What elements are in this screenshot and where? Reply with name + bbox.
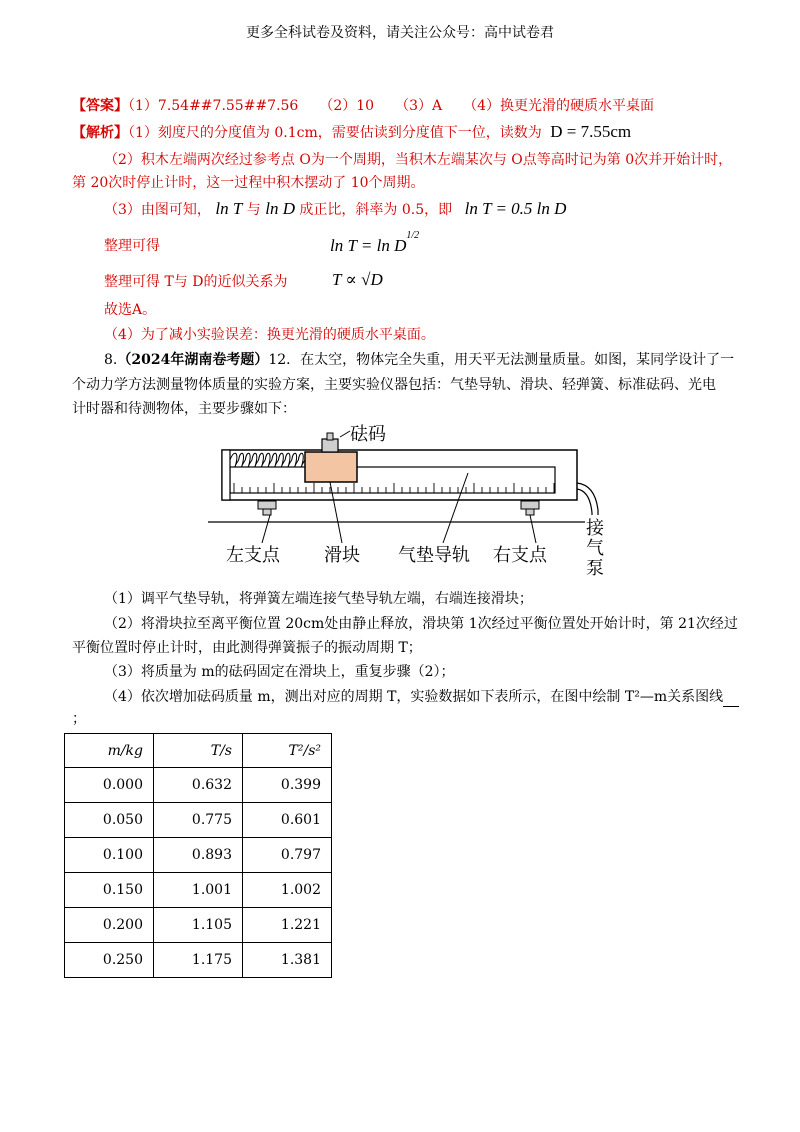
table-cell: 1.002	[243, 873, 332, 908]
table-cell: 0.601	[243, 803, 332, 838]
weight-knob	[327, 433, 333, 440]
ln-t-formula: ln T	[215, 199, 243, 218]
step-3: （3）将质量为 m的砝码固定在滑块上，重复步骤（2）；	[104, 664, 455, 680]
label-weight: 砝码	[350, 424, 386, 445]
analysis-line-3: 第 20次时停止计时，这一过程中积木摆动了 10个周期。	[72, 175, 425, 191]
rail-left-end	[222, 450, 230, 500]
slope-formula: ln T = 0.5 ln D	[464, 199, 567, 218]
table-header-period-squared: T²/s²	[243, 734, 332, 768]
table-row	[65, 943, 332, 978]
power-formula-exponent: 1/2	[406, 230, 420, 242]
step-4-text: （4）依次增加砝码质量 m，测出对应的周期 T，实验数据如下表所示，在图中绘制 T²—m关系图线	[104, 689, 724, 705]
table-cell: 0.775	[154, 803, 243, 838]
air-hose-inner	[577, 489, 592, 515]
table-cell: 0.797	[243, 838, 332, 873]
question-line-3: 计时器和待测物体，主要步骤如下：	[72, 401, 296, 417]
question-number: 8.	[104, 352, 118, 368]
left-support-top	[258, 501, 276, 509]
left-support-leader	[262, 515, 270, 543]
answer-tag: 【答案】	[72, 98, 128, 114]
table-header-period: T/s	[154, 734, 243, 768]
table-cell: 0.399	[243, 768, 332, 803]
table-row	[65, 838, 332, 873]
analysis-line-5: 整理可得	[104, 238, 160, 254]
power-formula-base: ln T = ln D	[330, 236, 407, 255]
label-rail: 气垫导轨	[398, 545, 470, 566]
right-support-leader	[530, 515, 536, 543]
answer-line	[72, 96, 654, 116]
label-pump-2: 气	[586, 538, 604, 559]
table-row	[65, 803, 332, 838]
page-header: 更多全科试卷及资料，请关注公众号：高中试卷君	[246, 25, 554, 41]
answer-blank[interactable]	[723, 692, 739, 707]
proportional-formula: T ∝ √D	[332, 270, 383, 289]
label-right-support: 右支点	[493, 545, 547, 566]
label-left-support: 左支点	[226, 545, 280, 566]
analysis-line-2: （2）积木左端两次经过参考点 O为一个周期，当积木左端某次与 O点等高时记为第 0次并开始计时，	[104, 152, 733, 168]
table-header-row	[65, 734, 332, 768]
table-cell: 1.221	[243, 908, 332, 943]
table-cell: 0.893	[154, 838, 243, 873]
weight-block	[322, 439, 338, 452]
label-pump-3: 泵	[586, 558, 604, 579]
analysis-line-4	[104, 199, 566, 220]
table-cell: 0.200	[65, 908, 154, 943]
analysis-text-1: （1）刻度尺的分度值为 0.1cm，需要估读到分度值下一位，读数为	[128, 125, 542, 141]
analysis-line-1	[72, 122, 631, 143]
step-2a: （2）将滑块拉至离平衡位置 20cm处由静止释放，滑块第 1次经过平衡位置处开始计时，第 21次经过	[104, 616, 738, 632]
ln-d-formula: ln D	[265, 199, 295, 218]
table-row	[65, 768, 332, 803]
analysis-line-8: （4）为了减小实验误差：换更光滑的硬质水平桌面。	[104, 327, 435, 343]
table-cell: 1.001	[154, 873, 243, 908]
table-header-mass: m/kg	[65, 734, 154, 768]
air-track-figure	[200, 415, 620, 585]
slider-block	[305, 452, 357, 482]
table-cell: 0.000	[65, 768, 154, 803]
question-line-2: 个动力学方法测量物体质量的实验方案，主要实验仪器包括：气垫导轨、滑块、轻弹簧、标准砝码、光电	[72, 377, 716, 393]
analysis-text-4c: 成正比，斜率为 0.5，即	[299, 202, 453, 218]
right-support-top	[521, 501, 539, 509]
right-support-leg	[526, 509, 534, 515]
power-formula	[330, 230, 420, 256]
question-source: （2024年湖南卷考题）	[117, 352, 269, 368]
air-hose	[577, 483, 598, 515]
analysis-line-6: 整理可得 T与 D的近似关系为	[104, 274, 288, 290]
table-cell: 1.175	[154, 943, 243, 978]
answer-text: （1）7.54##7.55##7.56 （2）10 （3）A （4）换更光滑的硬质水平桌面	[128, 98, 654, 114]
step-2b: 平衡位置时停止计时，由此测得弹簧振子的振动周期 T；	[72, 640, 422, 656]
data-table	[64, 733, 332, 978]
step-4	[104, 687, 739, 707]
step-4-end: ；	[72, 711, 86, 727]
analysis-line-7: 故选A。	[104, 302, 157, 318]
table-cell: 0.100	[65, 838, 154, 873]
question-line-1	[104, 350, 734, 370]
table-cell: 1.105	[154, 908, 243, 943]
weight-leader	[340, 431, 350, 437]
step-1: （1）调平气垫导轨，将弹簧左端连接气垫导轨左端，右端连接滑块；	[104, 591, 533, 607]
analysis-text-4a: （3）由图可知，	[104, 202, 211, 218]
question-text-1: 12．在太空，物体完全失重，用天平无法测量质量。如图，某同学设计了一	[268, 352, 735, 368]
table-cell: 0.250	[65, 943, 154, 978]
table-cell: 0.632	[154, 768, 243, 803]
reading-formula: D = 7.55cm	[550, 122, 632, 141]
analysis-tag: 【解析】	[72, 125, 128, 141]
label-pump-1: 接	[586, 518, 604, 539]
table-row	[65, 908, 332, 943]
table-cell: 0.050	[65, 803, 154, 838]
analysis-text-4b: 与	[246, 202, 261, 218]
table-row	[65, 873, 332, 908]
left-support-leg	[263, 509, 271, 515]
table-cell: 0.150	[65, 873, 154, 908]
table-cell: 1.381	[243, 943, 332, 978]
label-slider: 滑块	[324, 545, 360, 566]
